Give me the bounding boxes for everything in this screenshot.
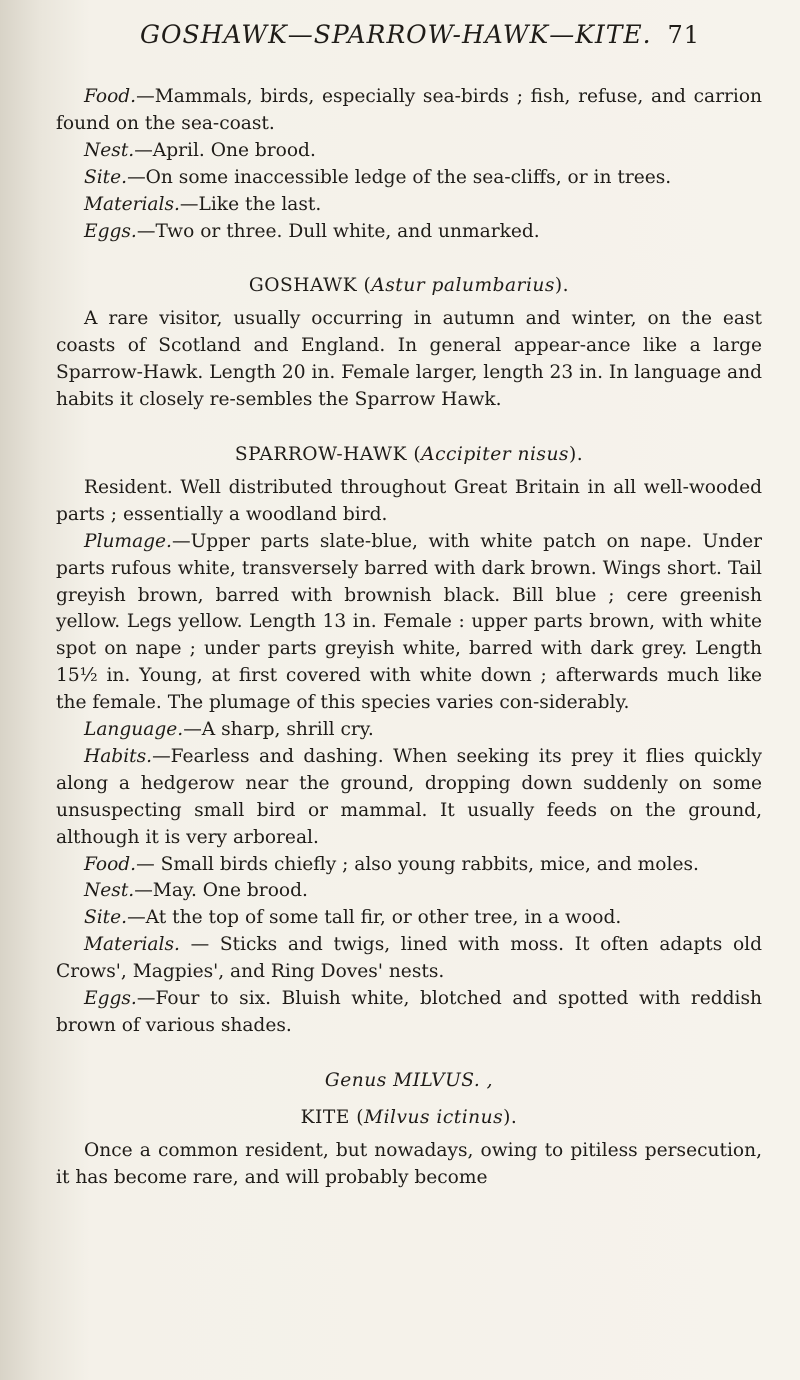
entry-nest: Nest.—May. One brood. xyxy=(84,880,308,902)
sparrowhawk-intro: Resident. Well distributed throughout Great Britain in all well-wooded parts ; essentially a woodland bird. xyxy=(56,476,762,525)
entry-materials-prev: Materials.—Like the last. xyxy=(84,193,322,215)
entry-eggs: Eggs.—Four to six. Bluish white, blotched and spotted with reddish brown of various shades. xyxy=(56,988,762,1036)
entry-plumage: Plumage.—Upper parts slate-blue, with white patch on nape. Under parts rufous white, transversely barred with dark brown. Wings short. Tail greyish brown, barred with brownish black. Bill blue ; cere greenish yellow. Legs yellow. Length 13 in. Female : upper parts brown, with white spot on nape ; under parts greyish white, barred with dark grey. Length 15½ in. Young, at first covered with white down ; afterwards much like the female. The plumage of this species varies con-siderably. xyxy=(56,530,762,714)
entry-language: Language.—A sharp, shrill cry. xyxy=(84,719,374,741)
entry-materials: Materials. — Sticks and twigs, lined with moss. It often adapts old Crows', Magpies', and Ring Doves' nests. xyxy=(56,934,762,983)
entry-food: Food.— Small birds chiefly ; also young rabbits, mice, and moles. xyxy=(84,853,699,875)
running-head-title: GOSHAWK—SPARROW-HAWK—KITE. xyxy=(140,20,652,49)
genus-heading: Genus MILVUS. , xyxy=(324,1069,494,1091)
entry-eggs-prev: Eggs.—Two or three. Dull white, and unmarked. xyxy=(84,220,540,242)
sparrowhawk-heading: SPARROW-HAWK (Accipiter nisus). xyxy=(234,443,584,465)
entry-site-prev: Site.—On some inaccessible ledge of the sea-cliffs, or in trees. xyxy=(84,166,672,188)
entry-nest-prev: Nest.—April. One brood. xyxy=(84,139,316,161)
goshawk-description: A rare visitor, usually occurring in autumn and winter, on the east coasts of Scotland and England. In general appear-ance like a large Sparrow-Hawk. Length 20 in. Female larger, length 23 in. In language and habits it closely re-sembles the Sparrow Hawk. xyxy=(56,308,762,411)
page-number: 71 xyxy=(667,21,700,49)
kite-heading: KITE (Milvus ictinus). xyxy=(300,1106,518,1128)
goshawk-heading: GOSHAWK (Astur palumbarius). xyxy=(248,275,570,297)
page-body xyxy=(56,84,762,1192)
running-head xyxy=(140,20,700,49)
entry-food-prev: Food.—Mammals, birds, especially sea-birds ; fish, refuse, and carrion found on the sea-coast. xyxy=(56,86,762,134)
entry-site: Site.—At the top of some tall fir, or other tree, in a wood. xyxy=(84,907,622,929)
kite-intro: Once a common resident, but nowadays, owing to pitiless persecution, it has become rare, and will probably become xyxy=(56,1139,762,1188)
entry-habits: Habits.—Fearless and dashing. When seeking its prey it flies quickly along a hedgerow near the ground, dropping down suddenly on some unsuspecting small bird or mammal. It usually feeds on the ground, although it is very arboreal. xyxy=(56,745,762,848)
